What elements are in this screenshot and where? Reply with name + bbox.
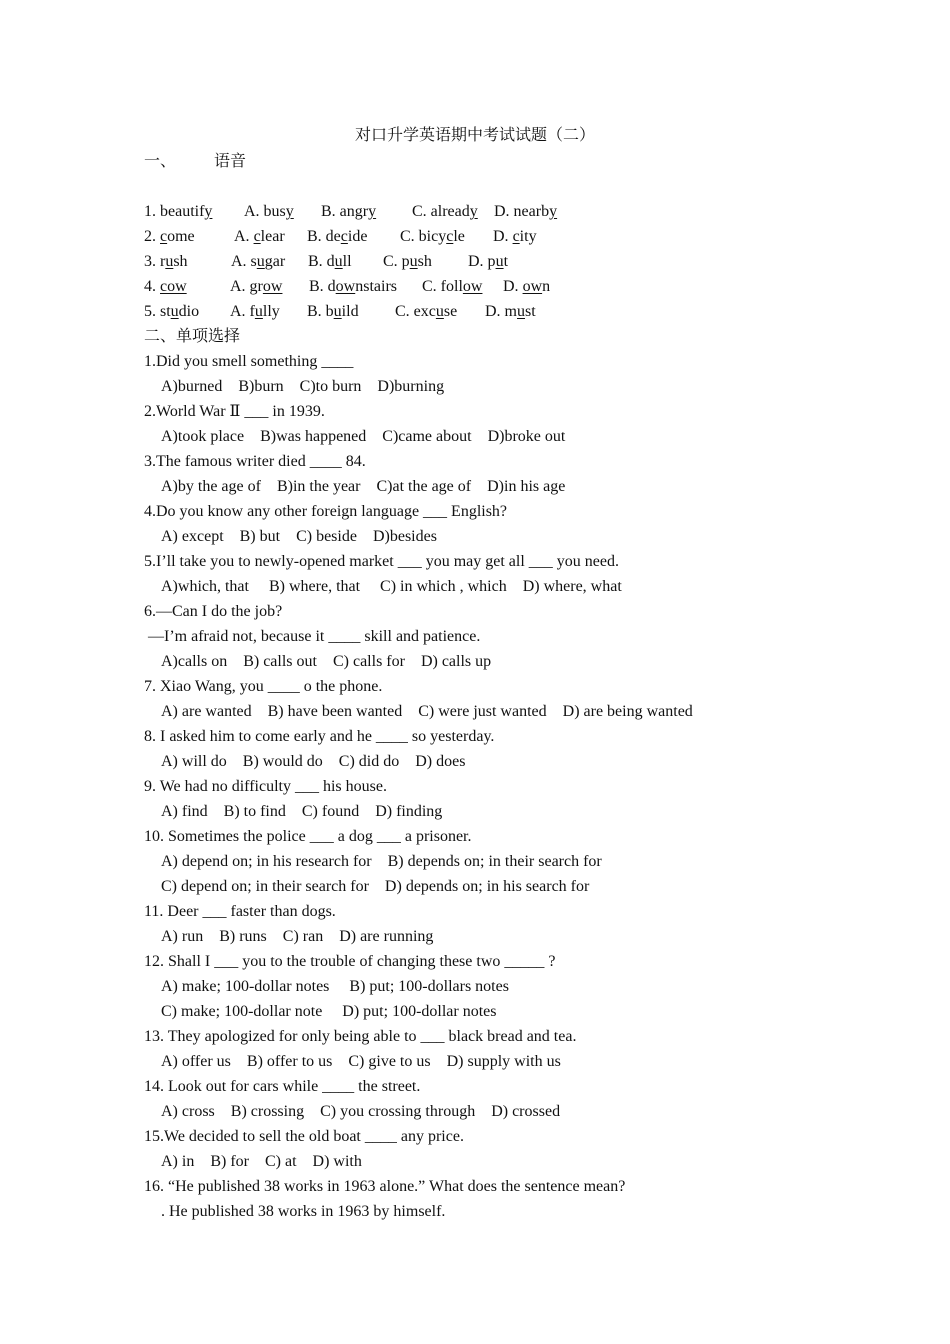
underlined-sound: y bbox=[285, 203, 294, 220]
phonetic-option bbox=[309, 277, 397, 297]
answer-options: C) make; 100-dollar note D) put; 100-dollar notes bbox=[161, 1003, 497, 1020]
word-part: 3. r bbox=[144, 253, 166, 270]
word-part: A. f bbox=[230, 303, 255, 320]
word-part: A. bbox=[234, 228, 254, 245]
word-part: nstairs bbox=[355, 278, 398, 295]
underlined-sound: y bbox=[368, 203, 377, 220]
word-part: ome bbox=[167, 228, 195, 245]
word-part: ity bbox=[519, 228, 537, 245]
word-part: n bbox=[542, 278, 551, 295]
phonetic-option bbox=[307, 227, 367, 247]
phonetic-option bbox=[400, 227, 465, 247]
phonetic-option bbox=[308, 252, 352, 272]
phonetic-option bbox=[321, 202, 376, 222]
word-part: 5. st bbox=[144, 303, 171, 320]
underlined-sound: ow bbox=[335, 278, 356, 295]
answer-options: A) offer us B) offer to us C) give to us D) supply with us bbox=[161, 1053, 561, 1070]
answer-options: A)burned B)burn C)to burn D)burning bbox=[161, 378, 445, 395]
word-part: B. d bbox=[308, 253, 335, 270]
word-part: lly bbox=[262, 303, 280, 320]
answer-options: A)which, that B) where, that C) in which , which D) where, what bbox=[161, 578, 622, 595]
page-title: 对口升学英语期中考试试题（二） bbox=[354, 127, 595, 144]
word-part: D. bbox=[503, 278, 523, 295]
phonetic-option bbox=[422, 277, 482, 297]
phonetic-option bbox=[230, 277, 282, 297]
phonetic-item-stem bbox=[144, 302, 199, 322]
underlined-sound: u bbox=[517, 303, 525, 320]
underlined-sound: y bbox=[469, 203, 478, 220]
question-stem-continued: —I’m afraid not, because it ____ skill and patience. bbox=[148, 628, 481, 645]
phonetic-option bbox=[230, 302, 280, 322]
word-part: t bbox=[503, 253, 509, 270]
section-number: 一、 bbox=[144, 153, 177, 170]
underlined-sound: c bbox=[160, 228, 168, 245]
question-stem: 12. Shall I ___ you to the trouble of changing these two _____ ? bbox=[144, 953, 556, 970]
word-part: C. exc bbox=[395, 303, 436, 320]
phonetic-item-stem bbox=[144, 202, 212, 222]
underlined-sound: ow bbox=[522, 278, 543, 295]
underlined-sound: u bbox=[256, 253, 265, 270]
phonetic-option bbox=[231, 252, 285, 272]
phonetic-option bbox=[412, 202, 478, 222]
phonetic-option bbox=[494, 202, 557, 222]
underlined-sound: u bbox=[334, 253, 343, 270]
question-stem: 8. I asked him to come early and he ____ so yesterday. bbox=[144, 728, 495, 745]
phonetic-option bbox=[307, 302, 359, 322]
underlined-sound: ow bbox=[262, 278, 283, 295]
answer-options: A)by the age of B)in the year C)at the age of D)in his age bbox=[161, 478, 566, 495]
question-stem: 3.The famous writer died ____ 84. bbox=[144, 453, 366, 470]
underlined-sound: u bbox=[333, 303, 342, 320]
underlined-sound: u bbox=[165, 253, 174, 270]
question-stem: 14. Look out for cars while ____ the street. bbox=[144, 1078, 421, 1095]
underlined-sound: c bbox=[512, 228, 520, 245]
question-stem: 10. Sometimes the police ___ a dog ___ a prisoner. bbox=[144, 828, 472, 845]
word-part: le bbox=[453, 228, 465, 245]
answer-options: A) are wanted B) have been wanted C) were just wanted D) are being wanted bbox=[161, 703, 693, 720]
section-heading-choice: 二、单项选择 bbox=[144, 328, 241, 345]
word-part: gar bbox=[264, 253, 286, 270]
phonetic-option bbox=[395, 302, 457, 322]
answer-options: A) depend on; in his research for B) depends on; in their search for bbox=[161, 853, 602, 870]
word-part: C. p bbox=[383, 253, 410, 270]
underlined-sound: u bbox=[435, 303, 444, 320]
underlined-sound: u bbox=[409, 253, 418, 270]
word-part: 4. bbox=[144, 278, 160, 295]
phonetic-option bbox=[485, 302, 536, 322]
question-stem: 4.Do you know any other foreign language ___ English? bbox=[144, 503, 508, 520]
question-stem: 1.Did you smell something ____ bbox=[144, 353, 354, 370]
word-part: A. bus bbox=[244, 203, 286, 220]
section-heading-phonetics bbox=[144, 152, 246, 172]
word-part: ide bbox=[347, 228, 368, 245]
underlined-sound: y bbox=[204, 203, 213, 220]
word-part: D. nearb bbox=[494, 203, 550, 220]
word-part: D. p bbox=[468, 253, 496, 270]
underlined-sound: c bbox=[340, 228, 348, 245]
answer-options: A) cross B) crossing C) you crossing through D) crossed bbox=[161, 1103, 561, 1120]
word-part: C. foll bbox=[422, 278, 463, 295]
underlined-sound: u bbox=[495, 253, 504, 270]
word-part: C. bicy bbox=[400, 228, 447, 245]
answer-options: A)calls on B) calls out C) calls for D) calls up bbox=[161, 653, 492, 670]
answer-options: A) run B) runs C) ran D) are running bbox=[161, 928, 434, 945]
answer-options: A) make; 100-dollar notes B) put; 100-dollars notes bbox=[161, 978, 509, 995]
answer-options: A) find B) to find C) found D) finding bbox=[161, 803, 443, 820]
answer-options: . He published 38 works in 1963 by himself. bbox=[161, 1203, 446, 1220]
underlined-sound: cow bbox=[160, 278, 187, 295]
section-name: 语音 bbox=[214, 153, 247, 170]
word-part: sh bbox=[173, 253, 188, 270]
word-part: A. s bbox=[231, 253, 257, 270]
question-stem: 11. Deer ___ faster than dogs. bbox=[144, 903, 336, 920]
word-part: sh bbox=[417, 253, 432, 270]
word-part: 2. bbox=[144, 228, 160, 245]
phonetic-option bbox=[493, 227, 537, 247]
word-part: 1. beautif bbox=[144, 203, 205, 220]
word-part: ll bbox=[342, 253, 352, 270]
answer-options: C) depend on; in their search for D) depends on; in his search for bbox=[161, 878, 590, 895]
answer-options: A)took place B)was happened C)came about D)broke out bbox=[161, 428, 566, 445]
answer-options: A) will do B) would do C) did do D) does bbox=[161, 753, 466, 770]
word-part: A. gr bbox=[230, 278, 263, 295]
word-part: dio bbox=[178, 303, 200, 320]
underlined-sound: c bbox=[446, 228, 454, 245]
word-part: se bbox=[443, 303, 458, 320]
phonetic-option bbox=[383, 252, 432, 272]
question-stem: 5.I’ll take you to newly-opened market ___ you may get all ___ you need. bbox=[144, 553, 619, 570]
word-part: B. de bbox=[307, 228, 341, 245]
underlined-sound: u bbox=[170, 303, 179, 320]
word-part: B. angr bbox=[321, 203, 369, 220]
word-part: B. b bbox=[307, 303, 334, 320]
phonetic-item-stem bbox=[144, 252, 188, 272]
question-stem: 6.—Can I do the job? bbox=[144, 603, 283, 620]
underlined-sound: y bbox=[549, 203, 558, 220]
word-part: D. m bbox=[485, 303, 517, 320]
word-part: B. d bbox=[309, 278, 336, 295]
question-stem: 13. They apologized for only being able to ___ black bread and tea. bbox=[144, 1028, 577, 1045]
phonetic-item-stem bbox=[144, 227, 195, 247]
underlined-sound: u bbox=[254, 303, 263, 320]
question-stem: 7. Xiao Wang, you ____ o the phone. bbox=[144, 678, 383, 695]
underlined-sound: ow bbox=[462, 278, 483, 295]
question-stem: 2.World War Ⅱ ___ in 1939. bbox=[144, 403, 325, 420]
word-part: lear bbox=[260, 228, 285, 245]
phonetic-option bbox=[234, 227, 285, 247]
question-stem: 16. “He published 38 works in 1963 alone.” What does the sentence mean? bbox=[144, 1178, 626, 1195]
phonetic-option bbox=[244, 202, 294, 222]
phonetic-item-stem bbox=[144, 277, 187, 297]
answer-options: A) except B) but C) beside D)besides bbox=[161, 528, 437, 545]
word-part: st bbox=[525, 303, 536, 320]
word-part: ild bbox=[341, 303, 359, 320]
question-stem: 15.We decided to sell the old boat ____ any price. bbox=[144, 1128, 464, 1145]
word-part: C. alread bbox=[412, 203, 470, 220]
phonetic-option bbox=[503, 277, 550, 297]
answer-options: A) in B) for C) at D) with bbox=[161, 1153, 362, 1170]
question-stem: 9. We had no difficulty ___ his house. bbox=[144, 778, 387, 795]
phonetic-option bbox=[468, 252, 508, 272]
underlined-sound: c bbox=[253, 228, 261, 245]
word-part: D. bbox=[493, 228, 513, 245]
